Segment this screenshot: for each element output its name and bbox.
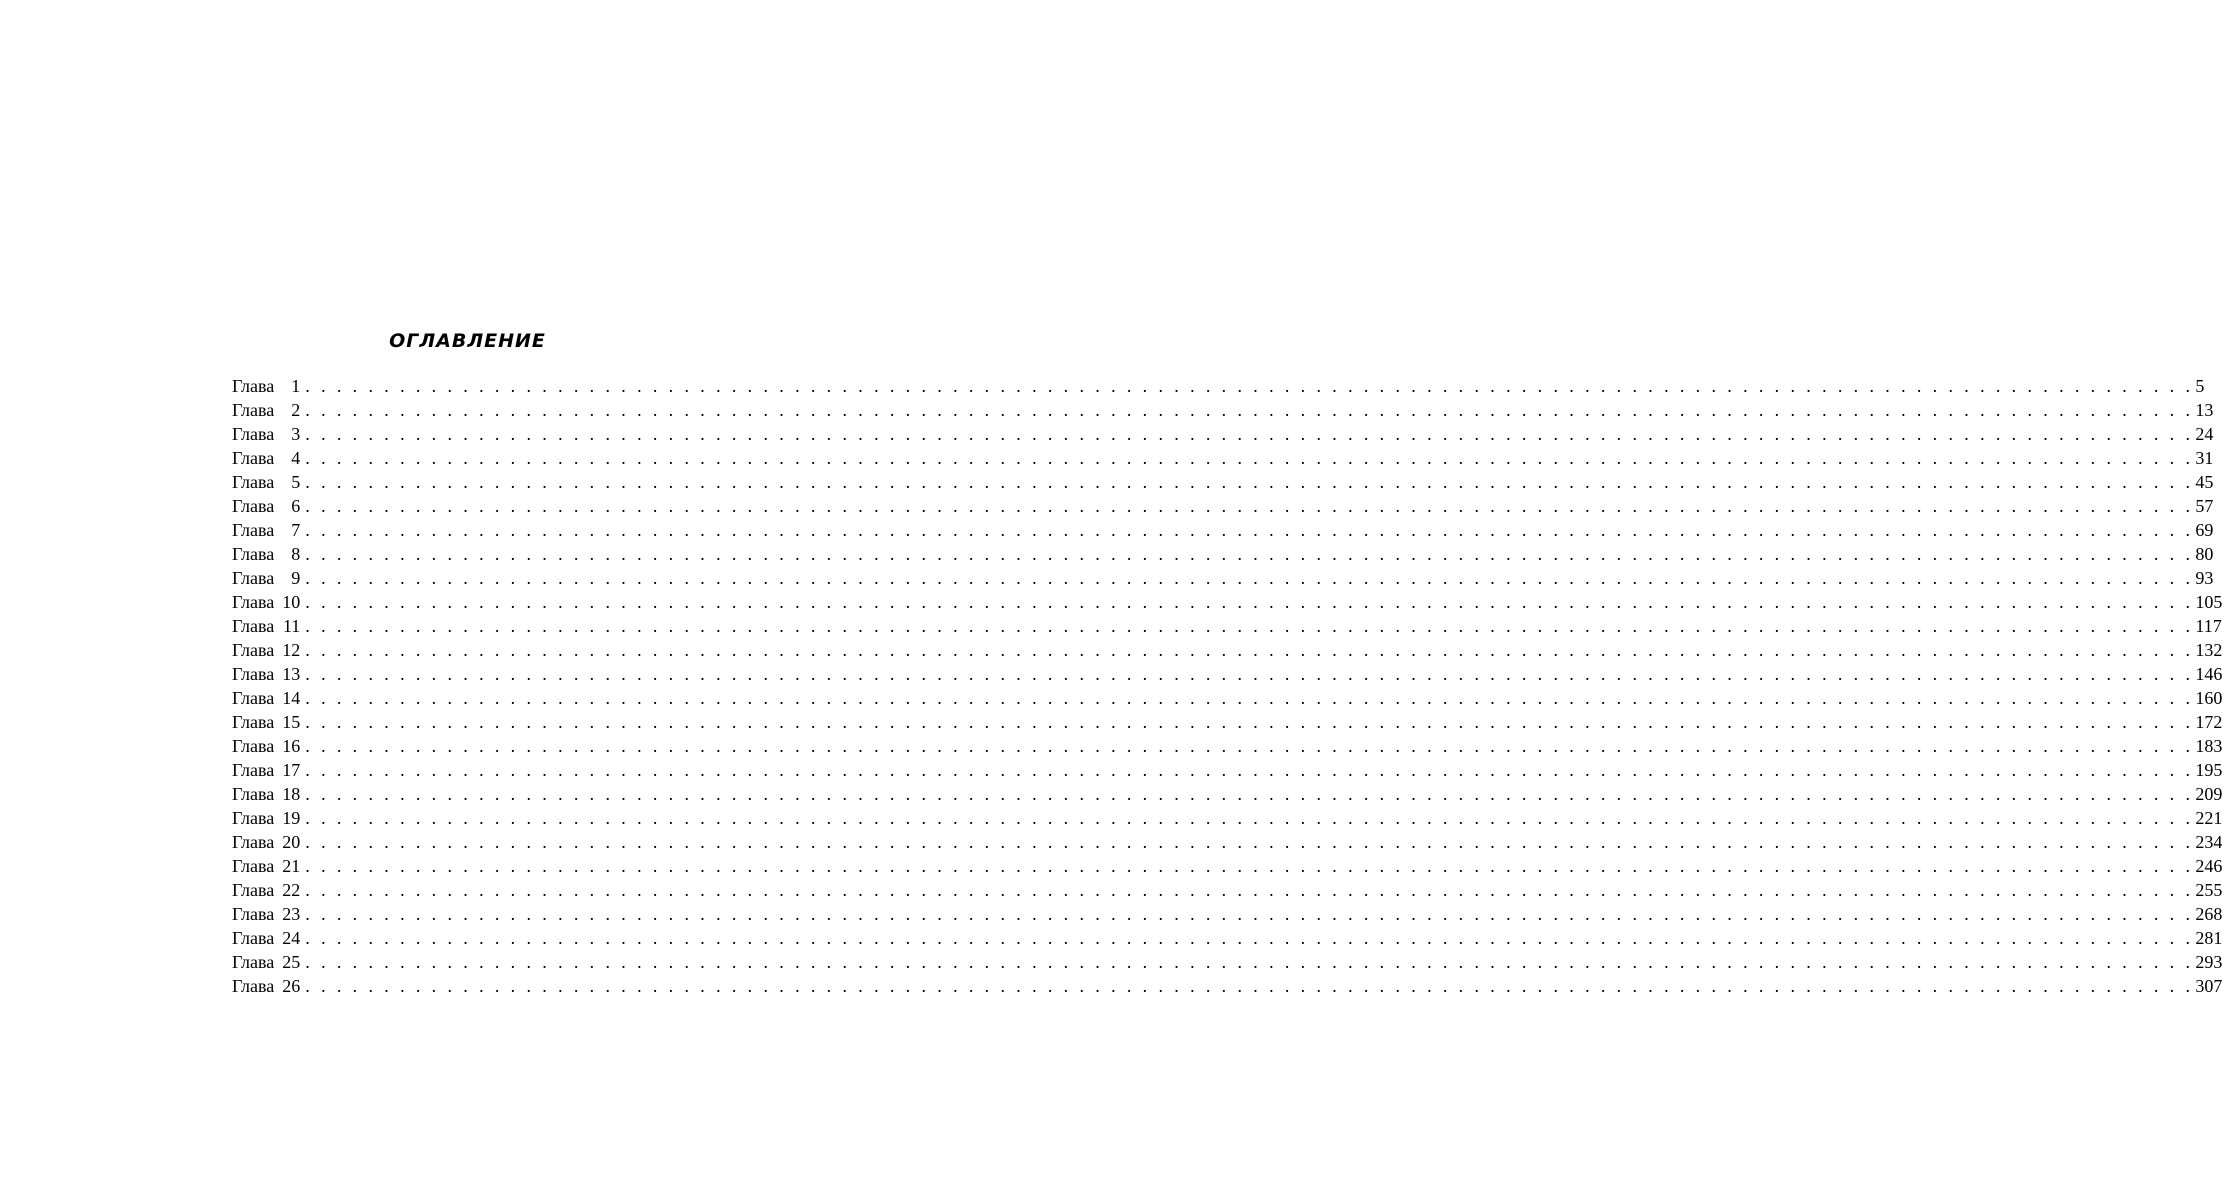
toc-entry-chapter-number: 7 xyxy=(291,520,301,540)
toc-entry-label: Глава xyxy=(232,592,275,612)
toc-entry-label: Глава xyxy=(232,640,275,660)
toc-dot-leader: . . . . . . . . . . . . . . . . . . . . . . . . . . . . . . . . . . . . . . . . . . . . . . . . . . . . . . . . . . . . . . . . . . . . . . . . . . . . . . . . . . . . . . . . . . . . . . . . . . . . . . . . . . . . . . . . . . . . . . . . xyxy=(305,784,2194,804)
toc-entry-chapter-number: 10 xyxy=(282,592,301,612)
toc-entry-chapter-number: 16 xyxy=(282,736,301,756)
toc-entry-chapter-number: 23 xyxy=(282,904,301,924)
toc-entry xyxy=(232,638,2222,662)
toc-entry xyxy=(232,974,2222,998)
toc-entry-chapter-number: 5 xyxy=(291,472,301,492)
toc-entry-label: Глава xyxy=(232,496,275,516)
toc-entry-page-number: 69 xyxy=(2195,520,2214,540)
toc-entry-page-number: 57 xyxy=(2195,496,2214,516)
toc-entry-label: Глава xyxy=(232,568,275,588)
toc-dot-leader: . . . . . . . . . . . . . . . . . . . . . . . . . . . . . . . . . . . . . . . . . . . . . . . . . . . . . . . . . . . . . . . . . . . . . . . . . . . . . . . . . . . . . . . . . . . . . . . . . . . . . . . . . . . . . . . . . . . . . . . . xyxy=(305,736,2194,756)
toc-entry-page-number: 268 xyxy=(2195,904,2222,924)
toc-entry-chapter-number: 9 xyxy=(291,568,301,588)
toc-entry xyxy=(232,950,2222,974)
toc-entry-label: Глава xyxy=(232,400,275,420)
toc-entry xyxy=(232,590,2222,614)
toc-entry xyxy=(232,854,2222,878)
toc-entry-label: Глава xyxy=(232,832,275,852)
toc-entry-label: Глава xyxy=(232,376,275,396)
toc-entry-label: Глава xyxy=(232,472,275,492)
toc-entry-chapter-number: 18 xyxy=(282,784,301,804)
toc-entry-page-number: 13 xyxy=(2195,400,2214,420)
toc-entry-page-number: 234 xyxy=(2195,832,2222,852)
toc-entry-page-number: 45 xyxy=(2195,472,2214,492)
toc-entry-chapter-number: 11 xyxy=(282,616,301,636)
toc-entry-page-number: 307 xyxy=(2195,976,2222,996)
toc-entry-chapter-number: 25 xyxy=(282,952,301,972)
toc-entry xyxy=(232,446,2214,470)
toc-dot-leader: . . . . . . . . . . . . . . . . . . . . . . . . . . . . . . . . . . . . . . . . . . . . . . . . . . . . . . . . . . . . . . . . . . . . . . . . . . . . . . . . . . . . . . . . . . . . . . . . . . . . . . . . . . . . . . . . . . . . . . . . xyxy=(305,928,2194,948)
toc-entry xyxy=(232,902,2222,926)
toc-entry-chapter-number: 17 xyxy=(282,760,301,780)
toc-entry xyxy=(232,758,2222,782)
toc-entry xyxy=(232,710,2222,734)
toc-dot-leader: . . . . . . . . . . . . . . . . . . . . . . . . . . . . . . . . . . . . . . . . . . . . . . . . . . . . . . . . . . . . . . . . . . . . . . . . . . . . . . . . . . . . . . . . . . . . . . . . . . . . . . . . . . . . . . . . . . . . . . . . xyxy=(305,544,2194,564)
toc-entry xyxy=(232,782,2222,806)
toc-entry-chapter-number: 21 xyxy=(282,856,301,876)
toc-entry-label: Глава xyxy=(232,952,275,972)
toc-dot-leader: . . . . . . . . . . . . . . . . . . . . . . . . . . . . . . . . . . . . . . . . . . . . . . . . . . . . . . . . . . . . . . . . . . . . . . . . . . . . . . . . . . . . . . . . . . . . . . . . . . . . . . . . . . . . . . . . . . . . . . . . xyxy=(305,496,2194,516)
toc-dot-leader: . . . . . . . . . . . . . . . . . . . . . . . . . . . . . . . . . . . . . . . . . . . . . . . . . . . . . . . . . . . . . . . . . . . . . . . . . . . . . . . . . . . . . . . . . . . . . . . . . . . . . . . . . . . . . . . . . . . . . . . . xyxy=(305,880,2194,900)
toc-entry-page-number: 146 xyxy=(2195,664,2222,684)
toc-dot-leader: . . . . . . . . . . . . . . . . . . . . . . . . . . . . . . . . . . . . . . . . . . . . . . . . . . . . . . . . . . . . . . . . . . . . . . . . . . . . . . . . . . . . . . . . . . . . . . . . . . . . . . . . . . . . . . . . . . . . . . . . xyxy=(305,832,2194,852)
toc-entry-chapter-number: 13 xyxy=(282,664,301,684)
toc-entry xyxy=(232,830,2222,854)
toc-entry-label: Глава xyxy=(232,856,275,876)
toc-entry-label: Глава xyxy=(232,736,275,756)
toc-entry-label: Глава xyxy=(232,760,275,780)
toc-dot-leader: . . . . . . . . . . . . . . . . . . . . . . . . . . . . . . . . . . . . . . . . . . . . . . . . . . . . . . . . . . . . . . . . . . . . . . . . . . . . . . . . . . . . . . . . . . . . . . . . . . . . . . . . . . . . . . . . . . . . . . . . xyxy=(305,640,2194,660)
toc-entry xyxy=(232,542,2214,566)
toc-entry-chapter-number: 4 xyxy=(291,448,301,468)
toc-entry-page-number: 246 xyxy=(2195,856,2222,876)
toc-entry-label: Глава xyxy=(232,904,275,924)
toc-entry-label: Глава xyxy=(232,448,275,468)
toc-entry-page-number: 183 xyxy=(2195,736,2222,756)
toc-entry-page-number: 209 xyxy=(2195,784,2222,804)
toc-dot-leader: . . . . . . . . . . . . . . . . . . . . . . . . . . . . . . . . . . . . . . . . . . . . . . . . . . . . . . . . . . . . . . . . . . . . . . . . . . . . . . . . . . . . . . . . . . . . . . . . . . . . . . . . . . . . . . . . . . . . . . . . xyxy=(305,712,2194,732)
toc-dot-leader: . . . . . . . . . . . . . . . . . . . . . . . . . . . . . . . . . . . . . . . . . . . . . . . . . . . . . . . . . . . . . . . . . . . . . . . . . . . . . . . . . . . . . . . . . . . . . . . . . . . . . . . . . . . . . . . . . . . . . . . . xyxy=(305,592,2194,612)
toc-entry-chapter-number: 14 xyxy=(282,688,301,708)
toc-entry-page-number: 93 xyxy=(2195,568,2214,588)
toc-entry-page-number: 24 xyxy=(2195,424,2214,444)
toc-entry-page-number: 281 xyxy=(2195,928,2222,948)
toc-entry xyxy=(232,734,2222,758)
toc-entry-label: Глава xyxy=(232,664,275,684)
toc-entry-label: Глава xyxy=(232,712,275,732)
toc-entry xyxy=(232,614,2222,638)
toc-entry-chapter-number: 15 xyxy=(282,712,301,732)
toc-entry-page-number: 132 xyxy=(2195,640,2222,660)
toc-entry-chapter-number: 3 xyxy=(291,424,301,444)
toc-entry-chapter-number: 12 xyxy=(282,640,301,660)
toc-dot-leader: . . . . . . . . . . . . . . . . . . . . . . . . . . . . . . . . . . . . . . . . . . . . . . . . . . . . . . . . . . . . . . . . . . . . . . . . . . . . . . . . . . . . . . . . . . . . . . . . . . . . . . . . . . . . . . . . . . . . . . . . xyxy=(305,688,2194,708)
toc-dot-leader: . . . . . . . . . . . . . . . . . . . . . . . . . . . . . . . . . . . . . . . . . . . . . . . . . . . . . . . . . . . . . . . . . . . . . . . . . . . . . . . . . . . . . . . . . . . . . . . . . . . . . . . . . . . . . . . . . . . . . . . . xyxy=(305,976,2194,996)
toc-entry xyxy=(232,566,2214,590)
toc-entry-page-number: 221 xyxy=(2195,808,2222,828)
toc-entry-chapter-number: 2 xyxy=(291,400,301,420)
toc-entry xyxy=(232,806,2222,830)
toc-entry-label: Глава xyxy=(232,928,275,948)
toc-entry-chapter-number: 22 xyxy=(282,880,301,900)
toc-dot-leader: . . . . . . . . . . . . . . . . . . . . . . . . . . . . . . . . . . . . . . . . . . . . . . . . . . . . . . . . . . . . . . . . . . . . . . . . . . . . . . . . . . . . . . . . . . . . . . . . . . . . . . . . . . . . . . . . . . . . . . . . xyxy=(305,448,2194,468)
toc-entry-label: Глава xyxy=(232,616,275,636)
toc-entry xyxy=(232,878,2222,902)
toc-entry-label: Глава xyxy=(232,880,275,900)
toc-entry-page-number: 172 xyxy=(2195,712,2222,732)
toc-entry-label: Глава xyxy=(232,784,275,804)
toc-dot-leader: . . . . . . . . . . . . . . . . . . . . . . . . . . . . . . . . . . . . . . . . . . . . . . . . . . . . . . . . . . . . . . . . . . . . . . . . . . . . . . . . . . . . . . . . . . . . . . . . . . . . . . . . . . . . . . . . . . . . . . . . xyxy=(305,952,2194,972)
toc-entry-label: Глава xyxy=(232,688,275,708)
toc-dot-leader: . . . . . . . . . . . . . . . . . . . . . . . . . . . . . . . . . . . . . . . . . . . . . . . . . . . . . . . . . . . . . . . . . . . . . . . . . . . . . . . . . . . . . . . . . . . . . . . . . . . . . . . . . . . . . . . . . . . . . . . . xyxy=(305,400,2194,420)
toc-entry xyxy=(232,926,2222,950)
toc-entry-page-number: 31 xyxy=(2195,448,2214,468)
toc-entry-page-number: 5 xyxy=(2195,376,2205,396)
toc-dot-leader: . . . . . . . . . . . . . . . . . . . . . . . . . . . . . . . . . . . . . . . . . . . . . . . . . . . . . . . . . . . . . . . . . . . . . . . . . . . . . . . . . . . . . . . . . . . . . . . . . . . . . . . . . . . . . . . . . . . . . . . . xyxy=(305,520,2194,540)
toc-entry-label: Глава xyxy=(232,424,275,444)
toc-entry-chapter-number: 24 xyxy=(282,928,301,948)
toc-dot-leader: . . . . . . . . . . . . . . . . . . . . . . . . . . . . . . . . . . . . . . . . . . . . . . . . . . . . . . . . . . . . . . . . . . . . . . . . . . . . . . . . . . . . . . . . . . . . . . . . . . . . . . . . . . . . . . . . . . . . . . . . xyxy=(305,664,2194,684)
toc-dot-leader: . . . . . . . . . . . . . . . . . . . . . . . . . . . . . . . . . . . . . . . . . . . . . . . . . . . . . . . . . . . . . . . . . . . . . . . . . . . . . . . . . . . . . . . . . . . . . . . . . . . . . . . . . . . . . . . . . . . . . . . . xyxy=(305,808,2194,828)
toc-entry xyxy=(232,398,2214,422)
toc-entry-chapter-number: 6 xyxy=(291,496,301,516)
toc-entry-page-number: 160 xyxy=(2195,688,2222,708)
toc-entry-page-number: 195 xyxy=(2195,760,2222,780)
toc-entry xyxy=(232,494,2214,518)
toc-dot-leader: . . . . . . . . . . . . . . . . . . . . . . . . . . . . . . . . . . . . . . . . . . . . . . . . . . . . . . . . . . . . . . . . . . . . . . . . . . . . . . . . . . . . . . . . . . . . . . . . . . . . . . . . . . . . . . . . . . . . . . . . xyxy=(305,616,2194,636)
toc-entry-label: Глава xyxy=(232,808,275,828)
toc-entry-page-number: 105 xyxy=(2195,592,2222,612)
toc-entry-chapter-number: 26 xyxy=(282,976,301,996)
toc-entry-label: Глава xyxy=(232,976,275,996)
toc-entry xyxy=(232,374,2205,398)
toc-entry xyxy=(232,686,2222,710)
toc-dot-leader: . . . . . . . . . . . . . . . . . . . . . . . . . . . . . . . . . . . . . . . . . . . . . . . . . . . . . . . . . . . . . . . . . . . . . . . . . . . . . . . . . . . . . . . . . . . . . . . . . . . . . . . . . . . . . . . . . . . . . . . . xyxy=(305,568,2194,588)
toc-entry-label: Глава xyxy=(232,520,275,540)
table-of-contents xyxy=(232,374,2222,998)
toc-dot-leader: . . . . . . . . . . . . . . . . . . . . . . . . . . . . . . . . . . . . . . . . . . . . . . . . . . . . . . . . . . . . . . . . . . . . . . . . . . . . . . . . . . . . . . . . . . . . . . . . . . . . . . . . . . . . . . . . . . . . . . . . xyxy=(305,904,2194,924)
toc-entry-page-number: 255 xyxy=(2195,880,2222,900)
toc-dot-leader: . . . . . . . . . . . . . . . . . . . . . . . . . . . . . . . . . . . . . . . . . . . . . . . . . . . . . . . . . . . . . . . . . . . . . . . . . . . . . . . . . . . . . . . . . . . . . . . . . . . . . . . . . . . . . . . . . . . . . . . . xyxy=(305,424,2194,444)
toc-entry-page-number: 117 xyxy=(2195,616,2222,636)
toc-entry-chapter-number: 8 xyxy=(291,544,301,564)
toc-entry xyxy=(232,470,2214,494)
toc-entry-label: Глава xyxy=(232,544,275,564)
toc-entry-chapter-number: 20 xyxy=(282,832,301,852)
page-title: ОГЛАВЛЕНИЕ xyxy=(389,330,546,352)
toc-dot-leader: . . . . . . . . . . . . . . . . . . . . . . . . . . . . . . . . . . . . . . . . . . . . . . . . . . . . . . . . . . . . . . . . . . . . . . . . . . . . . . . . . . . . . . . . . . . . . . . . . . . . . . . . . . . . . . . . . . . . . . . . xyxy=(305,760,2194,780)
toc-dot-leader: . . . . . . . . . . . . . . . . . . . . . . . . . . . . . . . . . . . . . . . . . . . . . . . . . . . . . . . . . . . . . . . . . . . . . . . . . . . . . . . . . . . . . . . . . . . . . . . . . . . . . . . . . . . . . . . . . . . . . . . . xyxy=(305,472,2194,492)
toc-entry-chapter-number: 19 xyxy=(282,808,301,828)
toc-dot-leader: . . . . . . . . . . . . . . . . . . . . . . . . . . . . . . . . . . . . . . . . . . . . . . . . . . . . . . . . . . . . . . . . . . . . . . . . . . . . . . . . . . . . . . . . . . . . . . . . . . . . . . . . . . . . . . . . . . . . . . . . xyxy=(305,856,2194,876)
toc-entry xyxy=(232,422,2214,446)
toc-entry xyxy=(232,662,2222,686)
toc-entry-page-number: 80 xyxy=(2195,544,2214,564)
toc-entry xyxy=(232,518,2214,542)
toc-dot-leader: . . . . . . . . . . . . . . . . . . . . . . . . . . . . . . . . . . . . . . . . . . . . . . . . . . . . . . . . . . . . . . . . . . . . . . . . . . . . . . . . . . . . . . . . . . . . . . . . . . . . . . . . . . . . . . . . . . . . . . . . xyxy=(305,376,2194,396)
toc-entry-chapter-number: 1 xyxy=(291,376,301,396)
toc-entry-page-number: 293 xyxy=(2195,952,2222,972)
